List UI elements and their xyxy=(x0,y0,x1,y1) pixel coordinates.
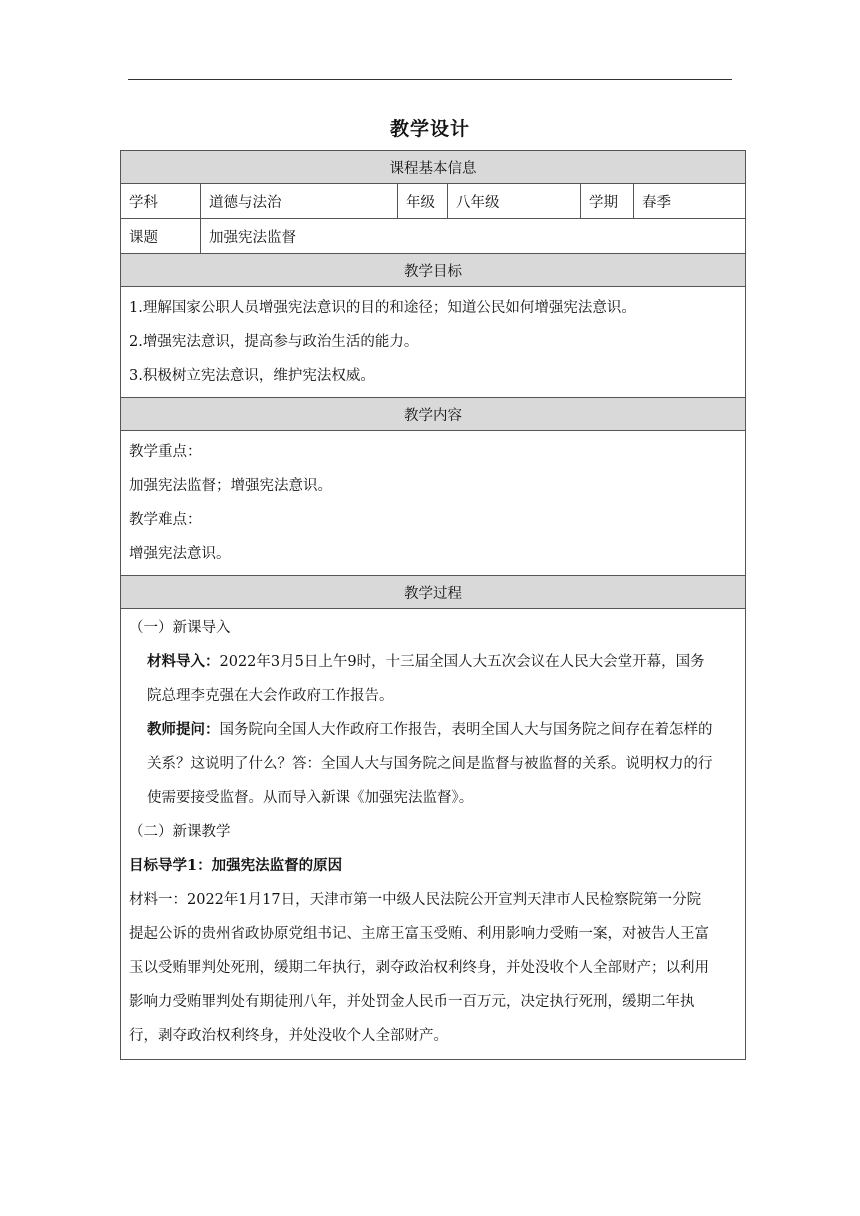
material-line: 院总理李克强在大会作政府工作报告。 xyxy=(147,688,394,704)
objective-item: 2.增强宪法意识，提高参与政治生活的能力。 xyxy=(129,334,419,350)
teacher-question xyxy=(129,713,737,747)
subject-value: 道德与法治 xyxy=(201,184,398,219)
material1-line: 影响力受贿罪判处有期徒刑八年，并处罚金人民币一百万元，决定执行死刑，缓期二年执 xyxy=(129,994,695,1010)
topic-label: 课题 xyxy=(121,219,201,254)
question-line: 关系？这说明了什么？答：全国人大与国务院之间是监督与被监督的关系。说明权力的行 xyxy=(147,756,713,772)
content-header-row xyxy=(121,398,746,431)
objective-item: 1.理解国家公职人员增强宪法意识的目的和途径；知道公民如何增强宪法意识。 xyxy=(129,300,636,316)
difficult-points-value: 增强宪法意识。 xyxy=(129,546,231,562)
question-line: 国务院向全国人大作政府工作报告，表明全国人大与国务院之间存在着怎样的 xyxy=(219,722,713,738)
material-label: 材料导入： xyxy=(147,653,220,670)
grade-value: 八年级 xyxy=(448,184,581,219)
term-value: 春季 xyxy=(634,184,746,219)
objectives-header-row xyxy=(121,254,746,287)
term-label: 学期 xyxy=(581,184,634,219)
question-label: 教师提问： xyxy=(147,721,220,738)
objectives-cell xyxy=(121,287,746,398)
basic-info-header-row xyxy=(121,151,746,184)
subject-row xyxy=(121,184,746,219)
key-points-label: 教学重点： xyxy=(129,444,202,460)
objective-item: 3.积极树立宪法意识，维护宪法权威。 xyxy=(129,368,375,384)
topic-value: 加强宪法监督 xyxy=(201,219,746,254)
material1-line: 提起公诉的贵州省政协原党组书记、主席王富玉受贿、利用影响力受贿一案，对被告人王富 xyxy=(129,926,709,942)
goal1-heading: 目标导学1：加强宪法监督的原因 xyxy=(129,857,343,874)
grade-label: 年级 xyxy=(398,184,448,219)
subject-label: 学科 xyxy=(121,184,201,219)
process-header: 教学过程 xyxy=(121,576,746,609)
lesson-plan-table xyxy=(120,150,746,1060)
objectives-row xyxy=(121,287,746,398)
content-header: 教学内容 xyxy=(121,398,746,431)
key-points-value: 加强宪法监督；增强宪法意识。 xyxy=(129,478,332,494)
header-rule xyxy=(128,79,732,80)
document-title: 教学设计 xyxy=(389,118,470,140)
content-cell xyxy=(121,431,746,576)
basic-info-header: 课程基本信息 xyxy=(121,151,746,184)
topic-row xyxy=(121,219,746,254)
process-row xyxy=(121,609,746,1060)
objectives-header: 教学目标 xyxy=(121,254,746,287)
material1-line: 材料一：2022年1月17日，天津市第一中级人民法院公开宣判天津市人民检察院第一分院 xyxy=(129,892,702,908)
material-intro xyxy=(129,645,737,679)
part1-heading: （一）新课导入 xyxy=(129,620,231,636)
process-header-row xyxy=(121,576,746,609)
question-line: 使需要接受监督。从而导入新课《加强宪法监督》。 xyxy=(147,790,474,806)
material1-line: 行，剥夺政治权利终身，并处没收个人全部财产。 xyxy=(129,1028,448,1044)
process-cell xyxy=(121,609,746,1060)
difficult-points-label: 教学难点： xyxy=(129,512,202,528)
material-line: 2022年3月5日上午9时，十三届全国人大五次会议在人民大会堂开幕，国务 xyxy=(219,654,705,670)
content-row xyxy=(121,431,746,576)
material1-line: 玉以受贿罪判处死刑，缓期二年执行，剥夺政治权利终身，并处没收个人全部财产；以利用 xyxy=(129,960,709,976)
part2-heading: （二）新课教学 xyxy=(129,824,231,840)
